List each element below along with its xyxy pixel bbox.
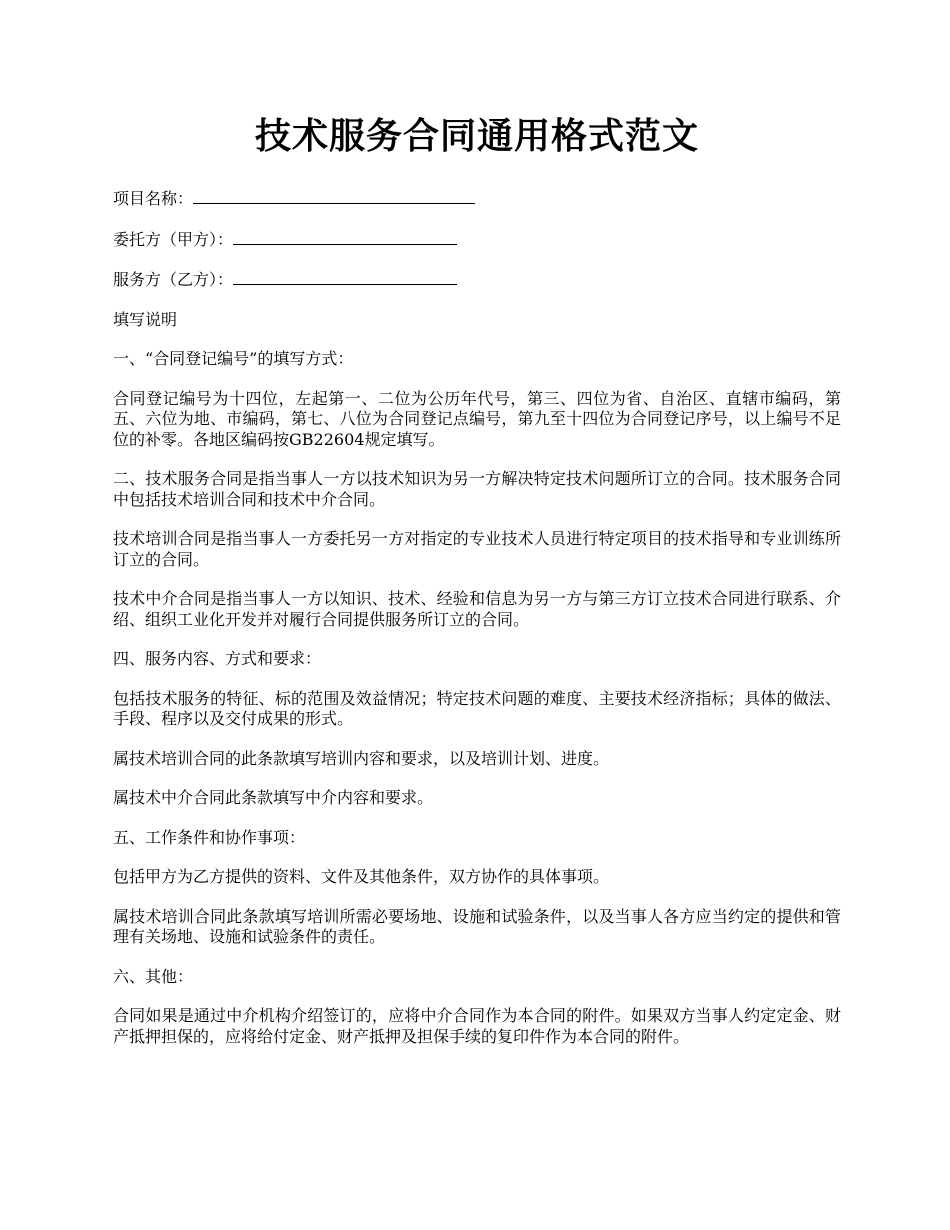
paragraph-training-facilities: 属技术培训合同此条款填写培训所需必要场地、设施和试验条件，以及当事人各方应当约定的提供和管理有关场地、设施和试验条件的责任。 <box>113 906 841 946</box>
project-name-blank[interactable] <box>193 188 475 204</box>
section-heading-1: 一、“合同登记编号”的填写方式： <box>113 349 354 368</box>
project-name-label: 项目名称： <box>113 189 194 208</box>
section-heading-4: 四、服务内容、方式和要求： <box>113 649 322 668</box>
paragraph-intermediary-terms: 属技术中介合同此条款填写中介内容和要求。 <box>113 788 434 807</box>
paragraph-training-contract: 技术培训合同是指当事人一方委托另一方对指定的专业技术人员进行特定项目的技术指导和专业训练所订立的合同。 <box>113 529 841 569</box>
section-heading-6: 六、其他： <box>113 966 194 986</box>
paragraph-other-attachments: 合同如果是通过中介机构介绍签订的，应将中介合同作为本合同的附件。如果双方当事人约定定金、财产抵押担保的，应将给付定金、财产抵押及担保手续的复印件作为本合同的附件。 <box>113 1006 841 1046</box>
paragraph-registration-number: 合同登记编号为十四位，左起第一、二位为公历年代号，第三、四位为省、自治区、直辖市编码，第五、六位为地、市编码，第七、八位为合同登记点编号，第九至十四位为合同登记序号，以上编号不足位的补零。各地区编码按GB22604规定填写。 <box>113 388 841 449</box>
instructions-heading: 填写说明 <box>113 309 178 329</box>
provider-label: 服务方（乙方）： <box>113 270 234 289</box>
provider-field <box>113 269 841 291</box>
paragraph-work-conditions: 包括甲方为乙方提供的资料、文件及其他条件，双方协作的具体事项。 <box>113 867 610 886</box>
document-page <box>113 110 841 1066</box>
client-blank[interactable] <box>233 229 457 245</box>
paragraph-training-terms: 属技术培训合同的此条款填写培训内容和要求，以及培训计划、进度。 <box>113 748 610 768</box>
paragraph-service-contract-definition: 二、技术服务合同是指当事人一方以技术知识为另一方解决特定技术问题所订立的合同。技术服务合同中包括技术培训合同和技术中介合同。 <box>113 469 841 509</box>
paragraph-service-content: 包括技术服务的特征、标的范围及效益情况；特定技术问题的难度、主要技术经济指标；具体的做法、手段、程序以及交付成果的形式。 <box>113 688 841 728</box>
client-field <box>113 229 841 251</box>
section-heading-5: 五、工作条件和协作事项： <box>113 827 306 847</box>
provider-blank[interactable] <box>233 269 457 285</box>
paragraph-intermediary-contract: 技术中介合同是指当事人一方以知识、技术、经验和信息为另一方与第三方订立技术合同进行联系、介绍、组织工业化开发并对履行合同提供服务所订立的合同。 <box>113 589 841 629</box>
document-title: 技术服务合同通用格式范文 <box>254 115 699 157</box>
project-name-field <box>113 188 841 210</box>
client-label: 委托方（甲方）： <box>113 229 234 249</box>
